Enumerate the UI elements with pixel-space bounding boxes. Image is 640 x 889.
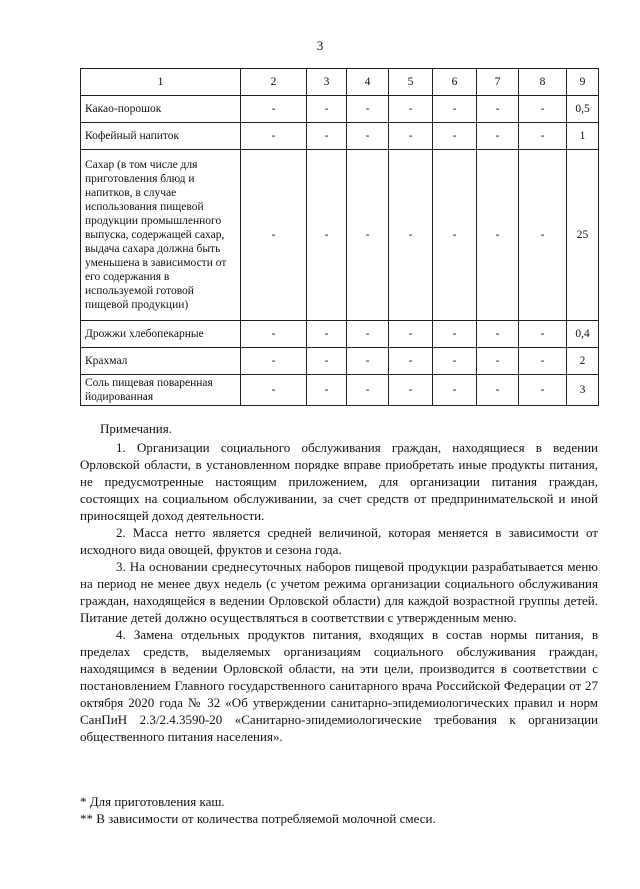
value-cell: 1 [567,123,599,150]
value-cell: - [389,150,433,321]
value-cell: - [519,96,567,123]
value-cell: - [433,123,477,150]
value-cell: - [389,348,433,375]
food-norms-table [80,68,599,406]
notes-section [80,420,598,745]
value-cell: - [477,96,519,123]
column-header: 4 [347,69,389,96]
value-cell: - [389,375,433,406]
product-name-cell: Какао-порошок [81,96,241,123]
value-cell: - [477,348,519,375]
table-row [81,321,599,348]
value-cell: - [519,123,567,150]
value-cell: - [347,150,389,321]
value-cell: - [241,150,307,321]
value-cell: 25 [567,150,599,321]
column-header: 8 [519,69,567,96]
footnote: * Для приготовления каш. [80,794,225,809]
value-cell: - [519,375,567,406]
value-cell: - [477,375,519,406]
note-paragraph: 2. Масса нетто является средней величиной, которая меняется в зависимости от исходного вида овощей, фруктов и сезона года. [80,525,598,557]
column-header: 2 [241,69,307,96]
value-cell: - [347,123,389,150]
value-cell: - [477,150,519,321]
value-cell: - [241,375,307,406]
product-name-cell: Дрожжи хлебопекарные [81,321,241,348]
column-header: 1 [81,69,241,96]
value-cell: - [389,96,433,123]
value-cell: - [519,321,567,348]
value-cell: 3 [567,375,599,406]
value-cell: - [347,96,389,123]
value-cell: 0,5 [567,96,599,123]
column-header: 3 [307,69,347,96]
value-cell: - [241,348,307,375]
value-cell: - [307,375,347,406]
product-name-cell: Кофейный напиток [81,123,241,150]
value-cell: - [307,348,347,375]
note-paragraph: 4. Замена отдельных продуктов питания, входящих в состав нормы питания, в пределах средств, выделяемых организациям социального обслуживания граждан, находящимся в ведении Орловской области, на эти цели, производится в соответствии с постановлением Главного государственного санитарного врача Российской Федерации от 27 октября 2020 года № 32 «Об утверждении санитарно-эпидемиологических правил и норм СанПиН 2.3/2.4.3590-20 «Санитарно-эпидемиологические требования к организации общественного питания населения». [80,627,598,744]
value-cell: - [241,96,307,123]
notes-title: Примечания. [100,421,172,436]
value-cell: - [433,321,477,348]
value-cell: - [433,150,477,321]
value-cell: - [389,123,433,150]
note-paragraph: 3. На основании среднесуточных наборов пищевой продукции разрабатывается меню на период не менее двух недель (с учетом режима организации социального обслуживания граждан, находящейся в ведении Орловской области) для каждой возрастной группы детей. Питание детей должно осуществляться в соответствии с утвержденным меню. [80,559,598,625]
value-cell: - [389,321,433,348]
value-cell: 2 [567,348,599,375]
table-row [81,150,599,321]
value-cell: - [347,348,389,375]
value-cell: - [307,123,347,150]
value-cell: - [241,321,307,348]
footnotes-section [80,793,598,827]
value-cell: - [433,96,477,123]
value-cell: - [433,375,477,406]
product-name-cell: Соль пищевая поваренная йодированная [81,375,241,406]
value-cell: - [347,375,389,406]
column-header: 6 [433,69,477,96]
table-row [81,123,599,150]
column-header: 7 [477,69,519,96]
table-header-row [81,69,599,96]
value-cell: - [477,321,519,348]
value-cell: - [519,348,567,375]
value-cell: - [347,321,389,348]
value-cell: 0,4 [567,321,599,348]
note-paragraph: 1. Организации социального обслуживания граждан, находящиеся в ведении Орловской области, в установленном порядке вправе приобретать иные продукты питания, не предусмотренные настоящим приложением, для организации питания граждан, состоящих на социальном обслуживании, за счет средств от предпринимательской и иной приносящей доход деятельности. [80,440,598,523]
table-row [81,375,599,406]
value-cell: - [307,96,347,123]
footnote: ** В зависимости от количества потребляемой молочной смеси. [80,811,436,826]
value-cell: - [433,348,477,375]
product-name-cell: Крахмал [81,348,241,375]
value-cell: - [307,150,347,321]
page-number: 3 [316,38,324,53]
column-header: 9 [567,69,599,96]
table-row [81,348,599,375]
value-cell: - [241,123,307,150]
value-cell: - [519,150,567,321]
table-row [81,96,599,123]
value-cell: - [307,321,347,348]
value-cell: - [477,123,519,150]
product-name-cell: Сахар (в том числе для приготовления блюд и напитков, в случае использования пищевой продукции промышленного выпуска, содержащей сахар, выдача сахара должна быть уменьшена в зависимости от его содержания в используемой готовой пищевой продукции) [81,150,241,321]
column-header: 5 [389,69,433,96]
